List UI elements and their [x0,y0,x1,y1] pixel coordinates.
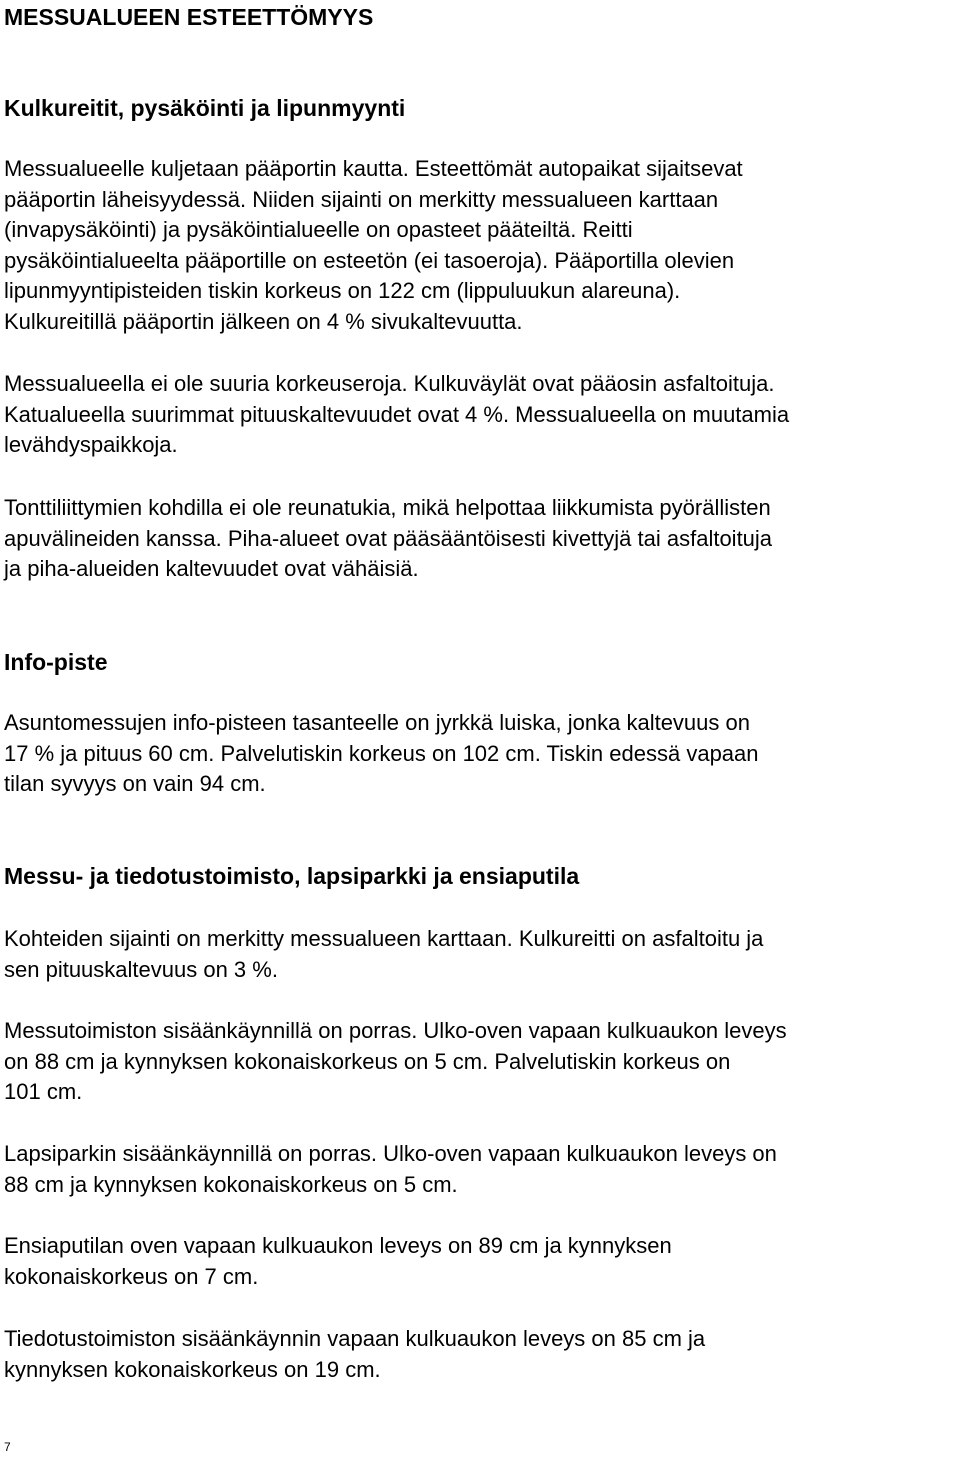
text-line: Messualueella ei ole suuria korkeuseroja. Kulkuväylät ovat pääosin asfaltoituja. [4,371,775,396]
text-line: Messutoimiston sisäänkäynnillä on porras. Ulko-oven vapaan kulkuaukon leveys [4,1018,787,1043]
text-line: 101 cm. [4,1079,83,1105]
text-line: Tonttiliittymien kohdilla ei ole reunatukia, mikä helpottaa liikkumista pyörällisten [4,495,771,520]
document-title: MESSUALUEEN ESTEETTÖMYYS [4,4,374,30]
paragraph-entry-parking [4,154,956,338]
text-line: Asuntomessujen info-pisteen tasanteelle on jyrkkä luiska, jonka kaltevuus on [4,710,750,735]
text-line: lipunmyyntipisteiden tiskin korkeus on 122 cm (lippuluukun alareuna). [4,278,681,304]
text-line: pysäköintialueelta pääportille on esteetön (ei tasoeroja). Pääportilla olevien [4,247,735,273]
text-line: kokonaiskorkeus on 7 cm. [4,1263,259,1289]
text-line: tilan syvyys on vain 94 cm. [4,771,266,797]
section-heading-kulkureitit: Kulkureitit, pysäköinti ja lipunmyynti [4,95,406,121]
paragraph-curbs [4,493,956,585]
text-line: Kohteiden sijainti on merkitty messualueen karttaan. Kulkureitti on asfaltoitu ja [4,926,764,951]
text-line: (invapysäköinti) ja pysäköintialueelle on opasteet pääteiltä. Reitti [4,217,633,243]
text-line: pääportin läheisyydessä. Niiden sijainti on merkitty messualueen karttaan [4,186,719,212]
paragraph-press-office [4,1324,956,1385]
text-line: Tiedotustoimiston sisäänkäynnin vapaan kulkuaukon leveys on 85 cm ja [4,1326,706,1351]
text-line: 88 cm ja kynnyksen kokonaiskorkeus on 5 cm. [4,1171,458,1197]
paragraph-child-care [4,1139,956,1200]
text-line: Kulkureitillä pääportin jälkeen on 4 % sivukaltevuutta. [4,308,523,334]
text-line: 17 % ja pituus 60 cm. Palvelutiskin korkeus on 102 cm. Tiskin edessä vapaan [4,740,759,766]
paragraph-fair-office [4,1016,956,1108]
section-heading-messutoimisto: Messu- ja tiedotustoimisto, lapsiparkki ja ensiaputila [4,863,580,889]
text-line: ja piha-alueiden kaltevuudet ovat vähäisiä. [4,556,419,582]
text-line: Katualueella suurimmat pituuskaltevuudet ovat 4 %. Messualueella on muutamia [4,401,790,427]
paragraph-elevation [4,369,956,461]
page-number: 7 [4,1440,11,1454]
section-heading-info-piste: Info-piste [4,649,108,675]
text-line: sen pituuskaltevuus on 3 %. [4,956,278,982]
text-line: apuvälineiden kanssa. Piha-alueet ovat pääsääntöisesti kivettyjä tai asfaltoituja [4,525,773,551]
text-line: levähdyspaikkoja. [4,432,178,458]
text-line: kynnyksen kokonaiskorkeus on 19 cm. [4,1356,381,1382]
paragraph-locations [4,924,956,985]
text-line: Lapsiparkin sisäänkäynnillä on porras. Ulko-oven vapaan kulkuaukon leveys on [4,1141,777,1166]
text-line: Ensiaputilan oven vapaan kulkuaukon leveys on 89 cm ja kynnyksen [4,1233,672,1258]
paragraph-first-aid [4,1231,956,1292]
text-line: Messualueelle kuljetaan pääportin kautta. Esteettömät autopaikat sijaitsevat [4,156,743,181]
text-line: on 88 cm ja kynnyksen kokonaiskorkeus on 5 cm. Palvelutiskin korkeus on [4,1048,731,1074]
paragraph-info-point [4,708,956,800]
